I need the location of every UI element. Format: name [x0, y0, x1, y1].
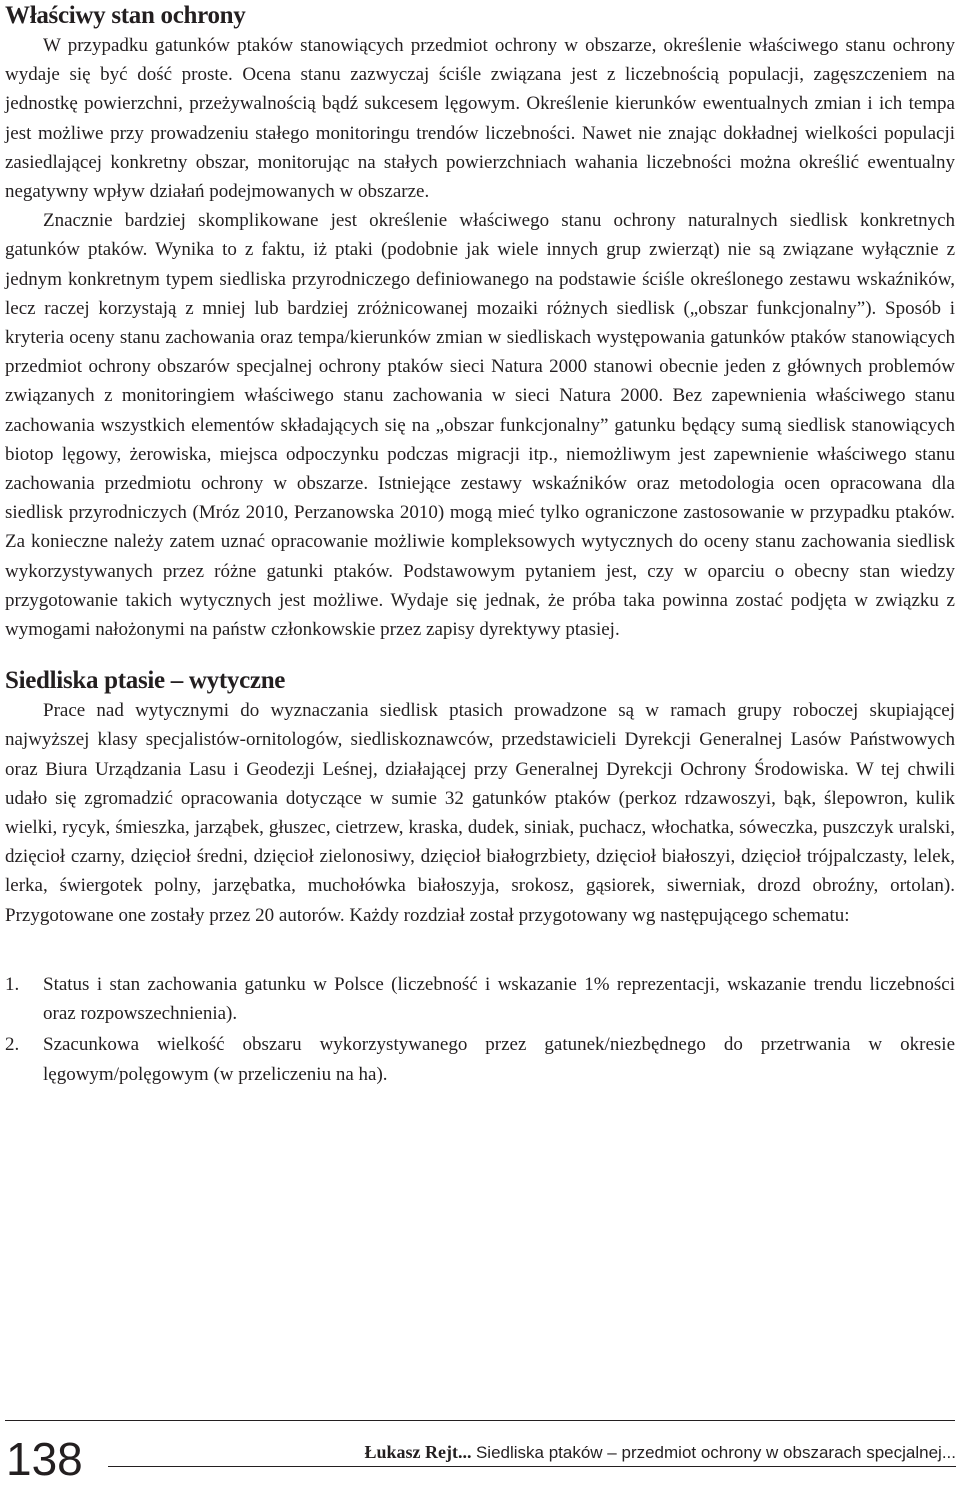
paragraph: Znacznie bardziej skomplikowane jest określenie właściwego stanu ochrony naturalnych siedlisk konkretnych gatunków ptaków. Wynika to z faktu, iż ptaki (podobnie jak wiele innych grup zwierząt) nie są związane wyłącznie z jednym konkretnym typem siedliska przyrodniczego definiowanego na podstawie ściśle określonego zestawu wskaźników, lecz raczej korzystają z mniej lub bardziej zróżnicowanej mozaiki różnych siedlisk („obszar funkcjonalny”). Sposób i kryteria oceny stanu zachowania oraz tempa/kierunków zmian w siedliskach występowania gatunków ptaków stanowiących przedmiot ochrony obszarów specjalnej ochrony ptaków sieci Natura 2000 stanowi obecnie jeden z głównych problemów związanych z monitoringiem właściwego stanu zachowania w sieci Natura 2000. Bez zapewnienia właściwego stanu zachowania wszystkich elementów składających się na „obszar funkcjonalny” gatunku będący sumą siedlisk stanowiących biotop lęgowy, żerowiska, miejsca odpoczynku podczas migracji itp., niemożliwym jest zapewnienie właściwego stanu zachowania przedmiotu ochrony w obszarze. Istniejące zestawy wskaźników oraz metodologia ocen opracowana dla siedlisk przyrodniczych (Mróz 2010, Perzanowska 2010) mogą mieć tylko ograniczone zastosowanie w przypadku ptaków. Za konieczne należy zatem uznać opracowanie możliwie kompleksowych wytycznych do oceny stanu zachowania siedlisk wykorzystywanych przez różne gatunki ptaków. Podstawowym pytaniem jest, czy w oparciu o obecny stan wiedzy przygotowanie takich wytycznych jest możliwe. Wydaje się jednak, że próba taka powinna zostać podjęta w związku z wymogami nałożonymi na państw członkowskie przez zapisy dyrektywy ptasiej. — [5, 210, 955, 641]
list-item — [5, 1030, 955, 1088]
paragraph: Prace nad wytycznymi do wyznaczania siedlisk ptasich prowadzone są w ramach grupy roboczej skupiającej najwyższej klasy specjalistów-ornitologów, siedliskoznawców, przedstawicieli Dyrekcji Generalnej Lasów Państwowych oraz Biura Urządzania Lasu i Geodezji Leśnej, działającej przy Generalnej Dyrekcji Ochrony Środowiska. W tej chwili udało się zgromadzić opracowania dotyczące w sumie 32 gatunków ptaków (perkoz rdzawoszyi, bąk, ślepowron, kulik wielki, rycyk, śmieszka, jarząbek, głuszec, cietrzew, kraska, dudek, siniak, puchacz, włochatka, sóweczka, puszczyk uralski, dzięcioł czarny, dzięcioł średni, dzięcioł zielonosiwy, dzięcioł białogrzbiety, dzięcioł białoszyi, dzięcioł trójpalczasty, lelek, lerka, świergotek polny, jarzębatka, muchołówka białoszyja, srokosz, gąsiorek, siwerniak, drozd obroźny, ortolan). Przygotowane one zostały przez 20 autorów. Każdy rozdział został przygotowany wg następującego schematu: — [5, 700, 955, 926]
section-heading-wlasciwy-stan-ochrony: Właściwy stan ochrony — [5, 2, 246, 29]
section-heading-siedliska-ptasie: Siedliska ptasie – wytyczne — [5, 667, 286, 695]
running-footer — [364, 1440, 956, 1465]
numbered-list — [5, 970, 955, 1089]
page-number: 138 — [6, 1433, 83, 1485]
list-item-text: Status i stan zachowania gatunku w Polsce (liczebność i wskazanie 1% reprezentacji, wskazanie trendu liczebności oraz rozpowszechnienia). — [43, 973, 955, 1025]
list-item-text: Szacunkowa wielkość obszaru wykorzystywanego przez gatunek/niezbędnego do przetrwania w okresie lęgowym/polęgowym (w przeliczeniu na ha). — [43, 1034, 955, 1085]
paragraph: W przypadku gatunków ptaków stanowiących przedmiot ochrony w obszarze, określenie właściwego stanu ochrony wydaje się być dość proste. Ocena stanu zazwyczaj ściśle związana jest z liczebnością populacji, zagęszczeniem na jednostkę powierzchni, przeżywalnością bądź sukcesem lęgowym. Określenie kierunków ewentualnych zmian i ich tempa jest możliwe przy prowadzeniu stałego monitoringu trendów liczebności. Nawet nie znając dokładnej wielkości populacji zasiedlającej konkretny obszar, monitorując na stałych powierzchniach wahania liczebności można określić ewentualny negatywny wpływ działań podejmowanych w obszarze. — [5, 35, 955, 203]
footer-divider — [5, 1420, 955, 1421]
footer-title: Siedliska ptaków – przedmiot ochrony w obszarach specjalnej... — [475, 1443, 956, 1462]
page-body — [5, 0, 955, 1091]
list-item — [5, 970, 955, 1028]
footer-underline — [108, 1466, 956, 1467]
list-item-number: 2. — [5, 1034, 20, 1056]
footer-author: Łukasz Rejt... — [364, 1442, 472, 1462]
list-item-number: 1. — [5, 973, 20, 995]
